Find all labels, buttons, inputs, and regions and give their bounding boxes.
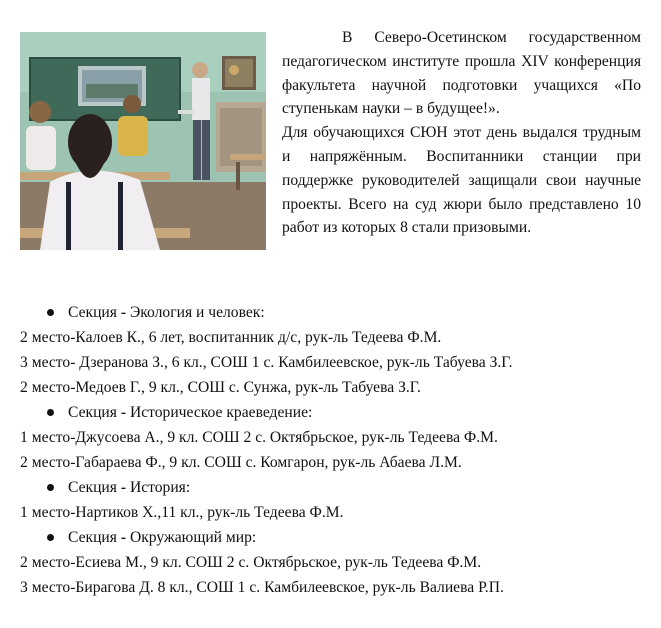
result-entry: 2 место-Габараева Ф., 9 кл. СОШ с. Комгарон, рук-ль Абаева Л.М. xyxy=(20,454,462,471)
bullet-icon xyxy=(47,534,54,541)
section-label: Секция xyxy=(68,529,117,546)
result-entry: 3 место- Дзеранова З., 6 кл., СОШ 1 с. Камбилеевское, рук-ль Табуева З.Г. xyxy=(20,354,513,371)
section-title: Историческое краеведение: xyxy=(129,404,313,421)
result-entry: 1 место-Нартиков Х.,11 кл., рук-ль Тедеева Ф.М. xyxy=(20,504,344,521)
photo-spacer xyxy=(20,26,282,262)
section-title: Экология и человек: xyxy=(129,304,265,321)
results-list xyxy=(20,300,650,600)
intro-text xyxy=(20,26,641,262)
section-dash: - xyxy=(116,404,130,421)
section-dash: - xyxy=(116,529,130,546)
section-label: Секция xyxy=(68,404,117,421)
result-entry: 2 место-Медоев Г., 9 кл., СОШ с. Сунжа, рук-ль Табуева З.Г. xyxy=(20,379,421,396)
section-heading xyxy=(20,525,650,550)
section-label: Секция xyxy=(68,304,117,321)
intro-paragraph-2: Для обучающихся СЮН этот день выдался трудным и напряжённым. Воспитанники станции при поддержке руководителей защищали свои научные проекты. Всего на суд жюри было представлено 10 работ из которых 8 стали призовыми. xyxy=(282,124,641,237)
result-entry: 2 место-Калоев К., 6 лет, воспитанник д/с, рук-ль Тедеева Ф.М. xyxy=(20,329,442,346)
section-heading xyxy=(20,400,650,425)
result-entry: 1 место-Джусоева А., 9 кл. СОШ 2 с. Октябрьское, рук-ль Тедеева Ф.М. xyxy=(20,429,498,446)
bullet-icon xyxy=(47,484,54,491)
section-heading xyxy=(20,300,650,325)
section-title: История: xyxy=(129,479,191,496)
bullet-icon xyxy=(47,309,54,316)
section-heading xyxy=(20,475,650,500)
section-dash: - xyxy=(116,304,130,321)
intro-paragraph-1: В Северо-Осетинском государственном педагогическом институте прошла XIV конференция факультета научной подготовки учащихся «По ступенькам науки – в будущее!». xyxy=(282,29,641,118)
bullet-icon xyxy=(47,409,54,416)
result-entry: 3 место-Бирагова Д. 8 кл., СОШ 1 с. Камбилеевское, рук-ль Валиева Р.П. xyxy=(20,579,504,596)
section-dash: - xyxy=(116,479,130,496)
section-label: Секция xyxy=(68,479,117,496)
result-entry: 2 место-Есиева М., 9 кл. СОШ 2 с. Октябрьское, рук-ль Тедеева Ф.М. xyxy=(20,554,482,571)
section-title: Окружающий мир: xyxy=(129,529,257,546)
